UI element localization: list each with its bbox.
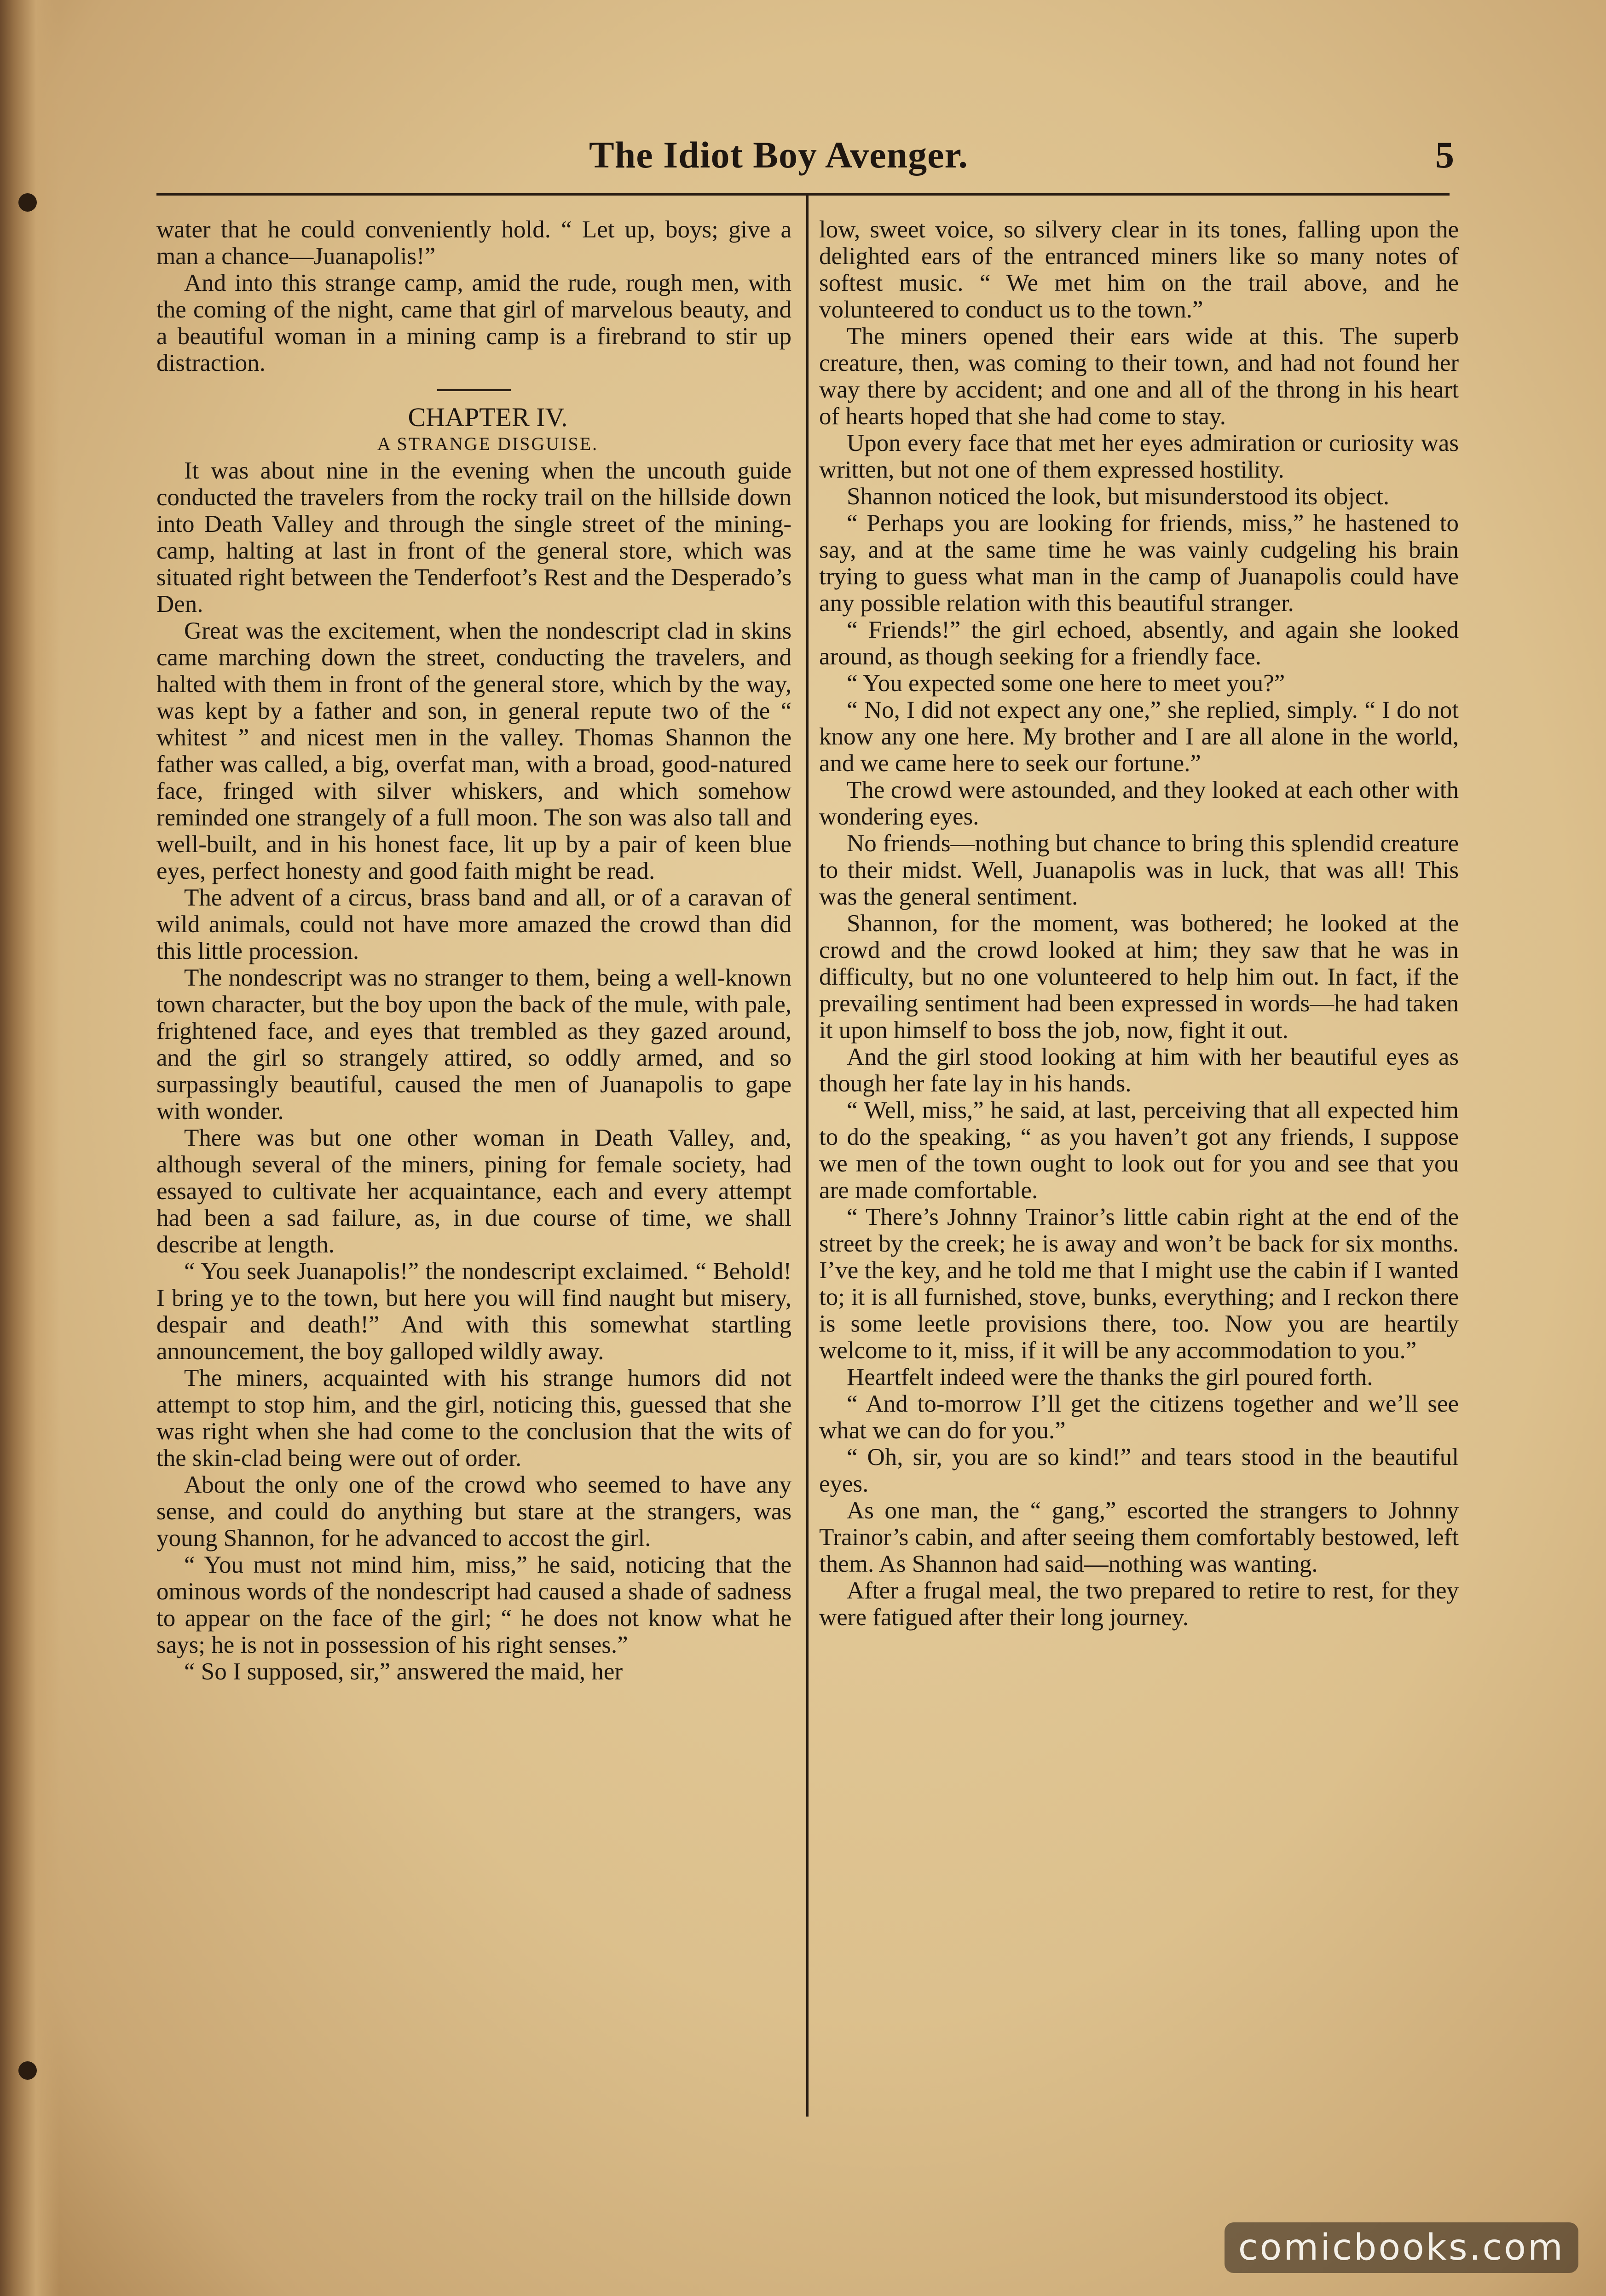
paragraph: “ So I supposed, sir,” answered the maid, her (184, 1658, 623, 1685)
paragraph: “ You seek Juanapolis!” the nondescript exclaimed. “ Behold! I bring ye to the town, but here you will find naught but misery, despair and death!” And with this somewhat startling announcement, the boy galloped wildly away. (156, 1258, 791, 1365)
paragraph: “ Perhaps you are looking for friends, miss,” he hastened to say, and at the same time he was vainly cudgeling his brain trying to guess what man in the camp of Juanapolis could have any possible relation with this beautiful stranger. (819, 510, 1459, 617)
paragraph: “ You must not mind him, miss,” he said, noticing that the ominous words of the nondescript had caused a shade of sadness to appear on the face of the girl; “ he does not know what he says; he is not in possession of his right senses.” (156, 1552, 791, 1658)
paragraph: The advent of a circus, brass band and all, or of a caravan of wild animals, could not have more amazed the crowd than did this little procession. (156, 884, 791, 964)
paragraph: Heartfelt indeed were the thanks the girl poured forth. (847, 1364, 1373, 1390)
paragraph: Great was the excitement, when the nondescript clad in skins came marching down the street, conducting the travelers, and halted with them in front of the general store, which by the way, was kept by a father and son, in general repute two of the “ whitest ” and nicest men in the valley. Thomas Shannon the father was called, a big, overfat man, with a broad, good-natured face, fringed with silver whiskers, and which somehow reminded one strangely of a full moon. The son was also tall and well-built, and in his honest face, lit up by a pair of keen blue eyes, perfect honesty and good faith might be read. (156, 617, 791, 884)
paragraph: No friends—nothing but chance to bring this splendid creature to their midst. Well, Juanapolis was in luck, that was all! This was the general sentiment. (819, 830, 1459, 910)
page-title: The Idiot Boy Avenger. (589, 134, 968, 176)
paragraph: “ And to-morrow I’ll get the citizens together and we’ll see what we can do for you.” (819, 1390, 1459, 1444)
paragraph: The nondescript was no stranger to them, being a well-known town character, but the boy upon the back of the mule, with pale, frightened face, and eyes that trembled as they gazed around, and the girl so strangely attired, so oddly armed, and so surpassingly beautiful, caused the men of Juanapolis to gape with wonder. (156, 964, 791, 1125)
paragraph: The crowd were astounded, and they looked at each other with wondering eyes. (819, 777, 1459, 830)
paragraph: Shannon noticed the look, but misunderstood its object. (847, 483, 1390, 510)
paragraph: After a frugal meal, the two prepared to retire to rest, for they were fatigued after their long journey. (819, 1577, 1459, 1631)
column-divider (806, 193, 809, 2117)
paragraph: The miners, acquainted with his strange humors did not attempt to stop him, and the girl, noticing this, guessed that she was right when she had come to the conclusion that the wits of the skin-clad being were out of order. (156, 1365, 791, 1471)
staple-hole (18, 193, 37, 212)
left-column (156, 216, 791, 1685)
paragraph: About the only one of the crowd who seemed to have any sense, and could do anything but stare at the strangers, was young Shannon, for he advanced to accost the girl. (156, 1471, 791, 1552)
right-column (819, 216, 1459, 1631)
running-header (152, 133, 1454, 179)
chapter-subtitle: A STRANGE DISGUISE. (377, 433, 599, 454)
paragraph: “ Friends!” the girl echoed, absently, and again she looked around, as though seeking for a friendly face. (819, 617, 1459, 670)
staple-hole (18, 2061, 37, 2080)
paragraph: water that he could conveniently hold. “ Let up, boys; give a man a chance—Juanapolis!” (156, 216, 791, 270)
chapter-heading: CHAPTER IV. (408, 402, 568, 432)
paragraph: “ No, I did not expect any one,” she replied, simply. “ I do not know any one here. My brother and I are all alone in the world, and we came here to seek our fortune.” (819, 697, 1459, 777)
paragraph: As one man, the “ gang,” escorted the strangers to Johnny Trainor’s cabin, and after seeing them comfortably bestowed, left them. As Shannon had said—nothing was wanting. (819, 1497, 1459, 1577)
paragraph: And the girl stood looking at him with her beautiful eyes as though her fate lay in his hands. (819, 1044, 1459, 1097)
paragraph: “ Well, miss,” he said, at last, perceiving that all expected him to do the speaking, “ as you haven’t got any friends, I suppose we men of the town ought to look out for you and see that you are made comfortable. (819, 1097, 1459, 1204)
page-number: 5 (1435, 134, 1454, 176)
paragraph: Shannon, for the moment, was bothered; he looked at the crowd and the crowd looked at him; they saw that he was in difficulty, but no one volunteered to help him out. In fact, if the prevailing sentiment had been expressed in words—he had taken it upon himself to boss the job, now, fight it out. (819, 910, 1459, 1044)
header-rule (156, 193, 1450, 196)
paragraph: “ You expected some one here to meet you?” (847, 670, 1285, 697)
paragraph: low, sweet voice, so silvery clear in its tones, falling upon the delighted ears of the entranced miners like so many notes of softest music. “ We met him on the trail above, and he volunteered to conduct us to the town.” (819, 216, 1459, 323)
binding-spine (0, 0, 60, 2296)
paragraph: And into this strange camp, amid the rude, rough men, with the coming of the night, came that girl of marvelous beauty, and a beautiful woman in a mining camp is a firebrand to stir up distraction. (156, 270, 791, 376)
section-rule (437, 389, 511, 391)
paragraph: There was but one other woman in Death Valley, and, although several of the miners, pining for female society, had essayed to cultivate her acquaintance, each and every attempt had been a sad failure, as, in due course of time, we shall describe at length. (156, 1125, 791, 1258)
paragraph: “ There’s Johnny Trainor’s little cabin right at the end of the street by the creek; he is away and won’t be back for six months. I’ve the key, and he told me that I might use the cabin if I wanted to; it is all furnished, stove, bunks, everything; and I reckon there is some leetle provisions there, too. Now you are heartily welcome to it, miss, if it will be any accommodation to you.” (819, 1204, 1459, 1364)
paragraph: The miners opened their ears wide at this. The superb creature, then, was coming to their town, and had not found her way there by accident; and one and all of the throng in his heart of hearts hoped that she had come to stay. (819, 323, 1459, 430)
paragraph: Upon every face that met her eyes admiration or curiosity was written, but not one of them expressed hostility. (819, 430, 1459, 483)
paragraph: It was about nine in the evening when the uncouth guide conducted the travelers from the rocky trail on the hillside down into Death Valley and through the single street of the mining-camp, halting at last in front of the general store, which was situated right between the Tenderfoot’s Rest and the Desperado’s Den. (156, 457, 791, 617)
paragraph: “ Oh, sir, you are so kind!” and tears stood in the beautiful eyes. (819, 1444, 1459, 1497)
site-watermark: comicbooks.com (1225, 2222, 1578, 2273)
